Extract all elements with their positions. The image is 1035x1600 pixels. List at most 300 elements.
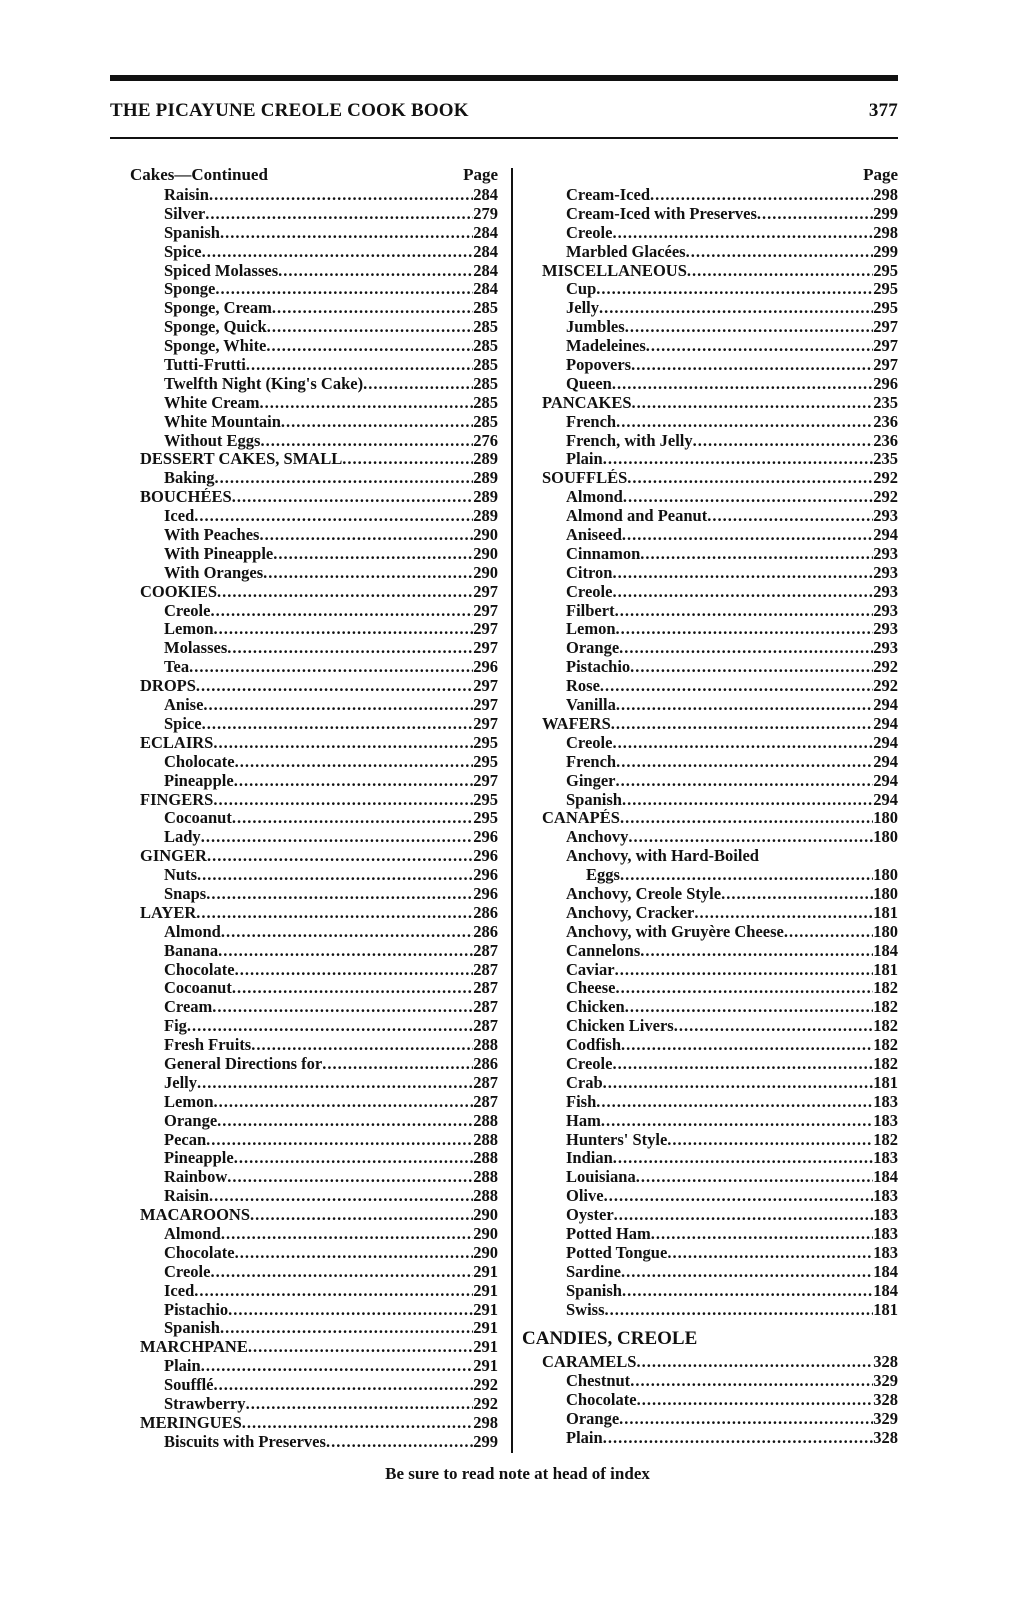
index-entry (140, 299, 498, 318)
entry-page-number: 297 (473, 620, 498, 639)
entry-label: MISCELLANEOUS (542, 261, 687, 280)
dot-leader (209, 1187, 473, 1206)
entry-page-number: 294 (873, 752, 898, 771)
entry-label: Crab (566, 1073, 603, 1092)
entry-page-number: 296 (873, 374, 898, 393)
index-entry (542, 262, 898, 281)
entry-label: Aniseed (566, 526, 622, 545)
entry-page-number: 297 (473, 601, 498, 620)
entry-label: Chicken (566, 998, 625, 1017)
index-entry (542, 923, 898, 942)
entry-label: Anchovy, with Hard-Boiled (566, 847, 759, 866)
dot-leader (273, 545, 473, 564)
entry-page-number: 184 (873, 1262, 898, 1281)
dot-leader (694, 904, 873, 923)
entry-page-number: 287 (473, 1092, 498, 1111)
entry-label: Iced (164, 1281, 195, 1300)
entry-label: Chocolate (164, 1243, 235, 1262)
entry-label: Strawberry (164, 1395, 246, 1413)
entry-page-number: 295 (473, 790, 498, 809)
dot-leader (214, 1093, 474, 1112)
entry-label: Iced (164, 507, 195, 526)
entry-page-number: 236 (873, 431, 898, 450)
dot-leader (201, 828, 474, 847)
entry-page-number: 292 (873, 469, 898, 488)
index-entry (140, 1414, 498, 1433)
dot-leader (342, 450, 473, 469)
index-entry (140, 1225, 498, 1244)
dot-leader (210, 1263, 473, 1282)
entry-page-number: 329 (873, 1372, 898, 1391)
entry-page-number: 181 (873, 903, 898, 922)
index-entry (542, 1353, 898, 1372)
dot-leader (636, 1168, 874, 1187)
entry-label: Banana (164, 941, 219, 960)
entry-page-number: 235 (873, 450, 898, 469)
entry-page-number: 236 (873, 412, 898, 431)
entry-label: Cannelons (566, 941, 641, 960)
entry-label: FINGERS (140, 790, 214, 809)
entry-label: Anchovy, Cracker (566, 903, 695, 922)
entry-label: Ginger (566, 771, 616, 790)
entry-page-number: 182 (873, 1017, 898, 1036)
entry-page-number: 298 (873, 223, 898, 242)
dot-leader (631, 356, 873, 375)
entry-page-number: 182 (873, 1054, 898, 1073)
dot-leader (623, 488, 873, 507)
index-entry (542, 998, 898, 1017)
dot-leader (227, 1168, 473, 1187)
index-entry (542, 715, 898, 734)
dot-leader (217, 1112, 473, 1131)
entry-page-number: 180 (873, 866, 898, 885)
entry-page-number: 182 (873, 1036, 898, 1055)
left-index-column (130, 165, 498, 1452)
index-entry (140, 658, 498, 677)
entry-label: French (566, 412, 617, 431)
entry-label: Swiss (566, 1300, 605, 1319)
index-entry (542, 1036, 898, 1055)
dot-leader (603, 450, 874, 469)
entry-page-number: 181 (873, 1073, 898, 1092)
index-entry (542, 583, 898, 602)
dot-leader (210, 602, 473, 621)
entry-label: Jelly (164, 1073, 197, 1092)
entry-label: Hunters' Style (566, 1130, 668, 1149)
entry-page-number: 290 (473, 1243, 498, 1262)
entry-label: Sponge, White (164, 337, 267, 356)
entry-label: Tea (164, 658, 190, 677)
entry-label: With Peaches (164, 526, 260, 545)
entry-label: Spice (164, 242, 202, 261)
dot-leader (667, 1244, 873, 1263)
entry-label: Spanish (164, 223, 220, 242)
dot-leader (214, 469, 473, 488)
index-entry (542, 1225, 898, 1244)
index-entry (140, 1187, 498, 1206)
section-title: Cakes—Continued (130, 165, 268, 184)
entry-label: COOKIES (140, 582, 218, 601)
entry-label: Creole (164, 601, 211, 620)
entry-page-number: 293 (873, 563, 898, 582)
entry-label: Baking (164, 469, 215, 488)
dot-leader (235, 753, 474, 772)
entry-page-number: 284 (473, 223, 498, 242)
dot-leader (622, 1282, 873, 1301)
entry-page-number: 286 (473, 903, 498, 922)
index-entry (542, 866, 898, 885)
index-entry (140, 1433, 498, 1452)
entry-label: Raisin (164, 186, 209, 204)
index-entry (542, 1131, 898, 1150)
dot-leader (232, 809, 473, 828)
dot-leader (234, 1149, 474, 1168)
index-entry (140, 413, 498, 432)
entry-page-number: 291 (473, 1357, 498, 1376)
entry-label: Nuts (164, 866, 198, 885)
index-entry (542, 1149, 898, 1168)
dot-leader (235, 1244, 474, 1263)
index-entry (140, 243, 498, 262)
entry-label: MARCHPANE (140, 1338, 248, 1357)
index-entry (140, 942, 498, 961)
entry-page-number: 180 (873, 809, 898, 828)
entry-label: Pistachio (566, 658, 631, 677)
index-entry (542, 979, 898, 998)
entry-label: Chocolate (566, 1391, 637, 1410)
index-entry (140, 998, 498, 1017)
entry-label: Soufflé (164, 1376, 214, 1395)
dot-leader (205, 205, 473, 224)
dot-leader (281, 413, 473, 432)
entry-page-number: 296 (473, 828, 498, 847)
dot-leader (632, 394, 874, 413)
dot-leader (596, 1093, 873, 1112)
dot-leader (604, 1187, 874, 1206)
entry-label: Plain (566, 1429, 603, 1447)
entry-label: Caviar (566, 960, 615, 979)
entry-page-number: 181 (873, 1300, 898, 1319)
index-entry (542, 1187, 898, 1206)
index-entry (140, 734, 498, 753)
entry-label: General Directions for (164, 1054, 323, 1073)
index-entry (140, 904, 498, 923)
index-entry (542, 1168, 898, 1187)
entry-label: Louisiana (566, 1168, 636, 1187)
entry-page-number: 180 (873, 884, 898, 903)
dot-leader (207, 847, 473, 866)
entry-page-number: 285 (473, 318, 498, 337)
dot-leader (630, 658, 873, 677)
entry-label: Spanish (566, 1281, 622, 1300)
index-entry (140, 1168, 498, 1187)
dot-leader (242, 1414, 473, 1433)
index-entry (140, 469, 498, 488)
index-entry (542, 1391, 898, 1410)
entry-label: White Cream (164, 393, 260, 412)
entry-label: Biscuits with Preserves (164, 1432, 326, 1451)
entry-page-number: 287 (473, 1073, 498, 1092)
dot-leader (646, 337, 874, 356)
index-entry (542, 545, 898, 564)
entry-page-number: 183 (873, 1206, 898, 1225)
dot-leader (640, 545, 873, 564)
dot-leader (621, 1036, 873, 1055)
index-entry (542, 469, 898, 488)
entry-label: Molasses (164, 639, 228, 658)
entry-page-number: 288 (473, 1149, 498, 1168)
index-entry (542, 299, 898, 318)
index-entry (140, 432, 498, 451)
entry-label: With Oranges (164, 563, 264, 582)
entry-page-number: 287 (473, 941, 498, 960)
dot-leader (686, 243, 874, 262)
dot-leader (189, 658, 473, 677)
dot-leader (248, 1338, 473, 1357)
dot-leader (784, 923, 873, 942)
entry-label: Potted Ham (566, 1224, 651, 1243)
dot-leader (622, 526, 873, 545)
entry-page-number: 287 (473, 960, 498, 979)
entry-page-number: 293 (873, 639, 898, 658)
entry-label: Orange (566, 639, 620, 658)
index-entry (542, 1372, 898, 1391)
left-column-header (130, 165, 498, 184)
dot-leader (221, 923, 473, 942)
entry-page-number: 295 (473, 809, 498, 828)
entry-page-number: 328 (873, 1353, 898, 1372)
entry-page-number: 297 (873, 356, 898, 375)
dot-leader (599, 299, 873, 318)
entry-label: Olive (566, 1187, 604, 1206)
entry-label: Cheese (566, 979, 616, 998)
entry-page-number: 284 (473, 261, 498, 280)
dot-leader (214, 1376, 474, 1395)
index-entry (542, 526, 898, 545)
entry-page-number: 276 (473, 431, 498, 450)
page-column-label: Page (863, 165, 898, 184)
entry-page-number: 184 (873, 941, 898, 960)
entry-page-number: 291 (473, 1338, 498, 1357)
entry-label: Ham (566, 1111, 601, 1130)
dot-leader (250, 1206, 473, 1225)
entry-label: With Pineapple (164, 544, 274, 563)
index-entry (140, 186, 498, 205)
index-entry (542, 772, 898, 791)
dot-leader (640, 942, 873, 961)
entry-page-number: 297 (473, 714, 498, 733)
entry-page-number: 297 (473, 639, 498, 658)
index-entry (542, 942, 898, 961)
dot-leader (612, 583, 873, 602)
index-entry (140, 583, 498, 602)
dot-leader (220, 1319, 473, 1338)
entry-page-number: 285 (473, 412, 498, 431)
index-entry (542, 564, 898, 583)
right-column-header (542, 165, 898, 184)
index-entry (542, 243, 898, 262)
index-entry (140, 375, 498, 394)
entry-label: Citron (566, 563, 613, 582)
left-entry-list (140, 186, 498, 1452)
entry-label: French (566, 752, 617, 771)
entry-page-number: 182 (873, 1130, 898, 1149)
dot-leader (363, 375, 473, 394)
dot-leader (603, 1074, 874, 1093)
dot-leader (206, 1131, 473, 1150)
dot-leader (213, 734, 473, 753)
entry-page-number: 183 (873, 1111, 898, 1130)
dot-leader (227, 639, 473, 658)
dot-leader (278, 262, 473, 281)
entry-label: Raisin (164, 1187, 209, 1206)
dot-leader (611, 715, 873, 734)
entry-page-number: 298 (473, 1413, 498, 1432)
dot-leader (612, 564, 873, 583)
index-entry (140, 1112, 498, 1131)
index-entry (542, 885, 898, 904)
entry-page-number: 296 (473, 658, 498, 677)
entry-page-number: 291 (473, 1281, 498, 1300)
entry-page-number: 295 (873, 261, 898, 280)
index-entry (140, 772, 498, 791)
index-entry (140, 526, 498, 545)
dot-leader (206, 885, 473, 904)
entry-label: Orange (566, 1410, 620, 1429)
dot-leader (637, 1391, 874, 1410)
entry-page-number: 285 (473, 337, 498, 356)
entry-label: Tutti-Frutti (164, 356, 246, 375)
entry-page-number: 284 (473, 280, 498, 299)
entry-label: Codfish (566, 1036, 622, 1055)
entry-page-number: 180 (873, 828, 898, 847)
entry-label: Without Eggs (164, 431, 261, 450)
index-entry (140, 809, 498, 828)
entry-label: Spice (164, 714, 202, 733)
entry-label: Chicken Livers (566, 1017, 674, 1036)
entry-page-number: 288 (473, 1130, 498, 1149)
index-entry (140, 1017, 498, 1036)
dot-leader (259, 394, 473, 413)
entry-page-number: 296 (473, 866, 498, 885)
entry-label: Lemon (566, 620, 616, 639)
entry-page-number: 295 (873, 280, 898, 299)
entry-label: White Mountain (164, 412, 281, 431)
dot-leader (263, 564, 473, 583)
entry-page-number: 329 (873, 1410, 898, 1429)
index-entry (140, 1338, 498, 1357)
entry-label: Pecan (164, 1130, 207, 1149)
entry-label: Jelly (566, 299, 599, 318)
dot-leader (616, 620, 874, 639)
entry-page-number: 235 (873, 393, 898, 412)
entry-page-number: 288 (473, 1187, 498, 1206)
entry-label: Madeleines (566, 337, 646, 356)
dot-leader (251, 1036, 473, 1055)
index-entry (542, 450, 898, 469)
dot-leader (218, 942, 473, 961)
entry-label: Spanish (164, 1319, 220, 1338)
entry-label: DESSERT CAKES, SMALL (140, 450, 343, 469)
entry-label: Plain (164, 1357, 201, 1376)
entry-page-number: 284 (473, 242, 498, 261)
dot-leader (613, 1149, 873, 1168)
entry-label: Sponge (164, 280, 216, 299)
entry-page-number: 279 (473, 204, 498, 223)
entry-page-number: 297 (873, 337, 898, 356)
entry-label: CARAMELS (542, 1353, 637, 1372)
index-entry (140, 847, 498, 866)
index-entry (542, 677, 898, 696)
dot-leader (650, 186, 873, 205)
dot-leader (232, 488, 474, 507)
top-rule (110, 75, 898, 81)
dot-leader (630, 1372, 873, 1391)
dot-leader (693, 432, 874, 451)
dot-leader (196, 904, 473, 923)
right-entry-list (542, 186, 898, 1319)
entry-label: Creole (566, 582, 613, 601)
entry-page-number: 292 (873, 488, 898, 507)
index-entry (140, 1093, 498, 1112)
dot-leader (220, 224, 473, 243)
entry-page-number: 287 (473, 1017, 498, 1036)
index-entry (140, 1357, 498, 1376)
index-entry (542, 318, 898, 337)
entry-label: Anchovy, with Gruyère Cheese (566, 922, 784, 941)
entry-label: LAYER (140, 903, 197, 922)
entry-label: Pineapple (164, 771, 234, 790)
dot-leader (615, 961, 874, 980)
dot-leader (203, 696, 473, 715)
dot-leader (687, 262, 873, 281)
entry-page-number: 297 (473, 582, 498, 601)
dot-leader (757, 205, 873, 224)
index-entry (542, 1410, 898, 1429)
index-entry (140, 1055, 498, 1074)
entry-page-number: 297 (473, 771, 498, 790)
entry-page-number: 182 (873, 998, 898, 1017)
index-entry (542, 1112, 898, 1131)
entry-label: Anchovy, Creole Style (566, 884, 722, 903)
entry-label: Almond (164, 922, 221, 941)
entry-label: Creole (566, 733, 613, 752)
index-entry (140, 753, 498, 772)
index-entry (542, 809, 898, 828)
entry-label: Eggs (586, 866, 620, 885)
entry-page-number: 328 (873, 1429, 898, 1447)
entry-label: Potted Tongue (566, 1243, 668, 1262)
entry-page-number: 292 (873, 677, 898, 696)
entry-page-number: 288 (473, 1111, 498, 1130)
entry-page-number: 289 (473, 450, 498, 469)
entry-label: Rose (566, 677, 600, 696)
entry-label: Creole (566, 1054, 613, 1073)
entry-label: ECLAIRS (140, 733, 214, 752)
index-entry (140, 1074, 498, 1093)
entry-label: BOUCHÉES (140, 488, 232, 507)
entry-label: Lemon (164, 620, 214, 639)
index-entry (542, 1244, 898, 1263)
index-entry (140, 394, 498, 413)
entry-label: Silver (164, 204, 206, 223)
entry-page-number: 287 (473, 998, 498, 1017)
index-entry (140, 791, 498, 810)
entry-page-number: 295 (873, 299, 898, 318)
entry-label: Lemon (164, 1092, 214, 1111)
index-entry (542, 1017, 898, 1036)
entry-label: Sponge, Cream (164, 299, 272, 318)
